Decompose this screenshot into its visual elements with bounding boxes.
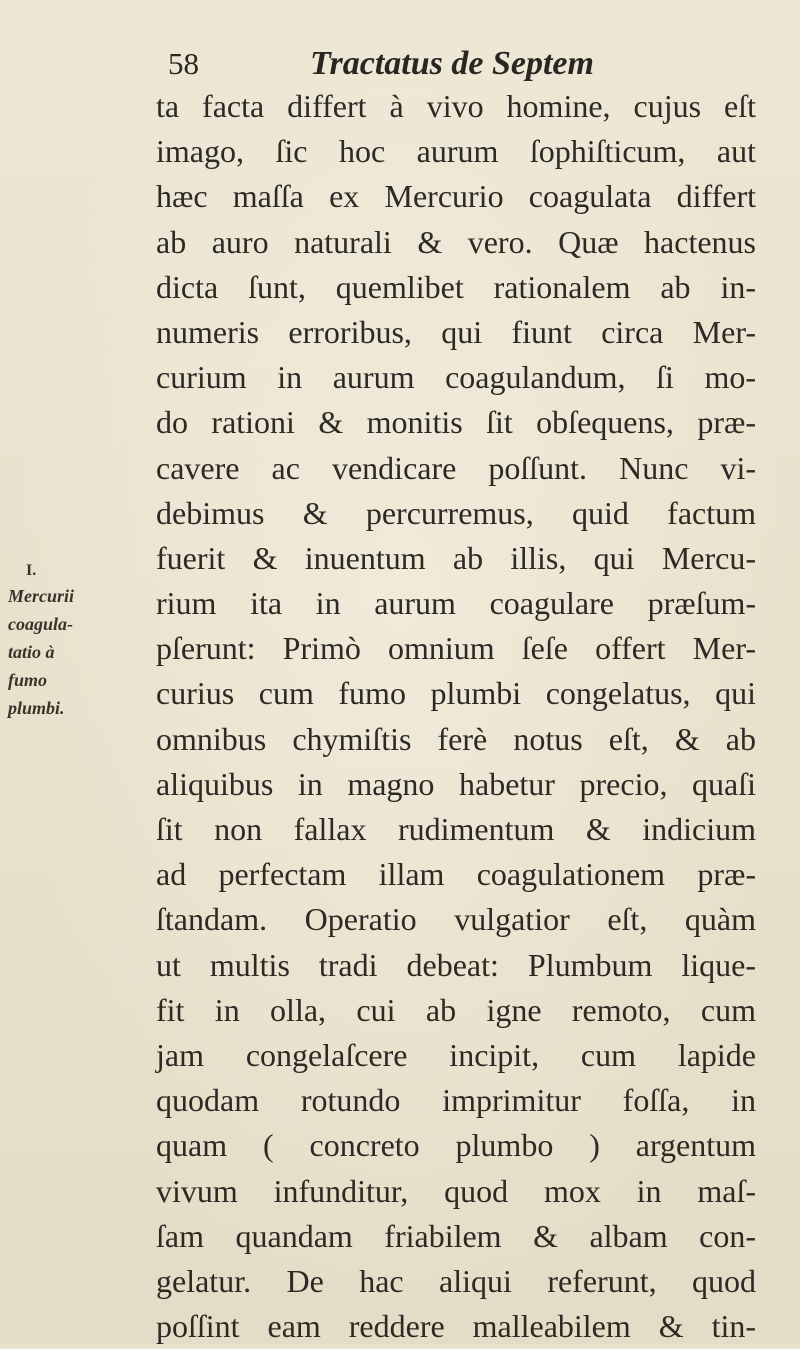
text-line: pſerunt: Primò omnium ſeſe offert Mer- bbox=[156, 630, 756, 667]
text-line: ab auro naturali & vero. Quæ hactenus bbox=[156, 223, 756, 260]
text-line: curium in aurum coagulandum, ſi mo- bbox=[156, 359, 756, 396]
margin-note-line: tatio à bbox=[8, 642, 55, 662]
text-line: ut multis tradi debeat: Plumbum lique- bbox=[156, 946, 756, 983]
text-line: poſſint eam reddere malleabilem & tin- bbox=[156, 1308, 756, 1345]
text-line: dicta ſunt, quemlibet rationalem ab in- bbox=[156, 268, 756, 305]
text-line: ſam quandam friabilem & albam con- bbox=[156, 1217, 756, 1254]
text-line: ſit non fallax rudimentum & indicium bbox=[156, 811, 756, 847]
margin-note bbox=[8, 560, 158, 722]
text-line: quodam rotundo imprimitur foſſa, in bbox=[156, 1082, 756, 1119]
text-line: quam ( concreto plumbo ) argentum bbox=[156, 1127, 756, 1164]
page-header bbox=[168, 40, 628, 88]
margin-note-line: plumbi. bbox=[8, 698, 65, 718]
text-line: numeris erroribus, qui fiunt circa Mer- bbox=[156, 313, 756, 350]
text-line: fit in olla, cui ab igne remoto, cum bbox=[156, 991, 756, 1028]
text-line: cavere ac vendicare poſſunt. Nunc vi- bbox=[156, 449, 756, 486]
text-line: do rationi & monitis ſit obſequens, præ- bbox=[156, 404, 756, 441]
text-line: hæc maſſa ex Mercurio coagulata differt bbox=[156, 178, 756, 215]
running-title: Tractatus de Septem bbox=[310, 45, 594, 82]
margin-note-number: I. bbox=[26, 562, 37, 579]
text-line: gelatur. De hac aliqui referunt, quod bbox=[156, 1262, 756, 1299]
text-line: debimus & percurremus, quid factum bbox=[156, 494, 756, 531]
text-line: ſtandam. Operatio vulgatior eſt, quàm bbox=[156, 901, 756, 938]
margin-note-line: fumo bbox=[8, 670, 48, 690]
text-line: ad perfectam illam coagulationem præ- bbox=[156, 856, 756, 893]
text-line: ta facta differt à vivo homine, cujus eſt bbox=[156, 88, 756, 124]
page-number: 58 bbox=[168, 46, 199, 81]
text-line: rium ita in aurum coagulare præſum- bbox=[156, 585, 756, 622]
text-line: curius cum fumo plumbi congelatus, qui bbox=[156, 675, 756, 712]
text-line: imago, ſic hoc aurum ſophiſticum, aut bbox=[156, 133, 756, 170]
margin-note-line: Mercurii bbox=[8, 586, 75, 606]
text-line: omnibus chymiſtis ferè notus eſt, & ab bbox=[156, 720, 756, 757]
body-text bbox=[156, 84, 756, 1349]
text-line: aliquibus in magno habetur precio, quaſi bbox=[156, 765, 756, 802]
text-line: jam congelaſcere incipit, cum lapide bbox=[156, 1036, 756, 1073]
text-line: fuerit & inuentum ab illis, qui Mercu- bbox=[156, 539, 756, 576]
margin-note-line: coagula- bbox=[8, 614, 73, 634]
text-line: vivum infunditur, quod mox in maſ- bbox=[156, 1172, 756, 1209]
